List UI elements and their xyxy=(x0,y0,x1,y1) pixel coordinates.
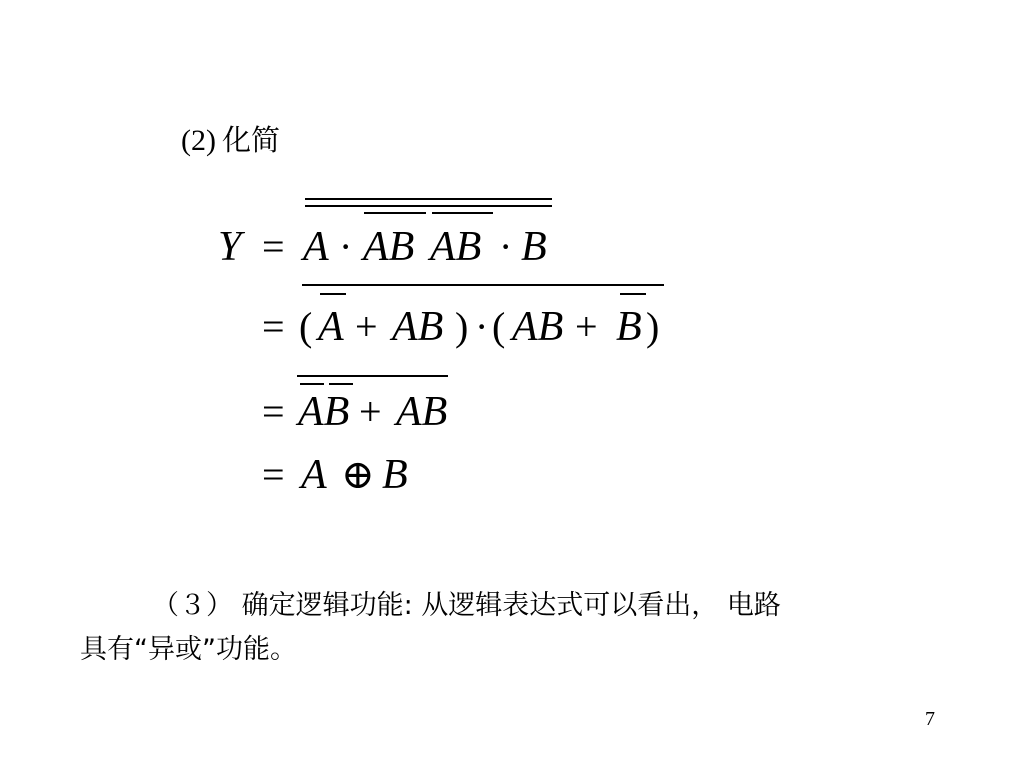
formula-ab: AB xyxy=(392,304,444,350)
formula-ab: AB xyxy=(396,389,448,435)
page-number: 7 xyxy=(925,708,935,730)
step-3-paragraph xyxy=(80,584,940,672)
formula-b: B xyxy=(521,224,547,270)
formula-a: A xyxy=(303,224,329,270)
formula-b-complement: B xyxy=(616,304,642,350)
xor-symbol: ⊕ xyxy=(341,452,375,497)
formula-line-3 xyxy=(262,376,448,435)
formula-ab-complements: AB xyxy=(298,389,350,435)
formula-equals: = xyxy=(262,389,285,434)
formula-line-4 xyxy=(262,452,408,498)
formula-paren: ( xyxy=(299,304,313,349)
formula-ab-complement-b: AB xyxy=(430,224,482,270)
formula-line-2 xyxy=(262,285,664,350)
formula-plus: + xyxy=(359,389,382,434)
formula-plus: + xyxy=(355,304,378,349)
formula-paren: ) xyxy=(455,304,469,349)
formula-ab: AB xyxy=(512,304,564,350)
formula-equals: = xyxy=(262,304,285,349)
formula-ab-complement-a: AB xyxy=(363,224,415,270)
formula-equals: = xyxy=(262,224,285,269)
step-3-line-2: 具有“异或”功能。 xyxy=(80,634,297,665)
formula-a-complement: A xyxy=(318,304,344,350)
step-3-line-1: （３） 确定逻辑功能: 从逻辑表达式可以看出， 电路 xyxy=(152,590,781,621)
formula-b: B xyxy=(382,452,408,498)
step-2-title: 化简 xyxy=(221,123,280,157)
formula-paren: ( xyxy=(492,304,506,349)
formula-line-1 xyxy=(218,199,552,270)
formula-dot: · xyxy=(475,304,489,349)
formula-equals: = xyxy=(262,452,285,497)
step-2-label: (2) xyxy=(181,124,216,157)
formula-a: A xyxy=(301,452,327,498)
formula-dot: · xyxy=(499,224,513,269)
formula-dot: · xyxy=(339,224,353,269)
formula-paren: ) xyxy=(646,304,660,349)
formula-plus: + xyxy=(575,304,598,349)
formula-y: Y xyxy=(218,224,242,270)
